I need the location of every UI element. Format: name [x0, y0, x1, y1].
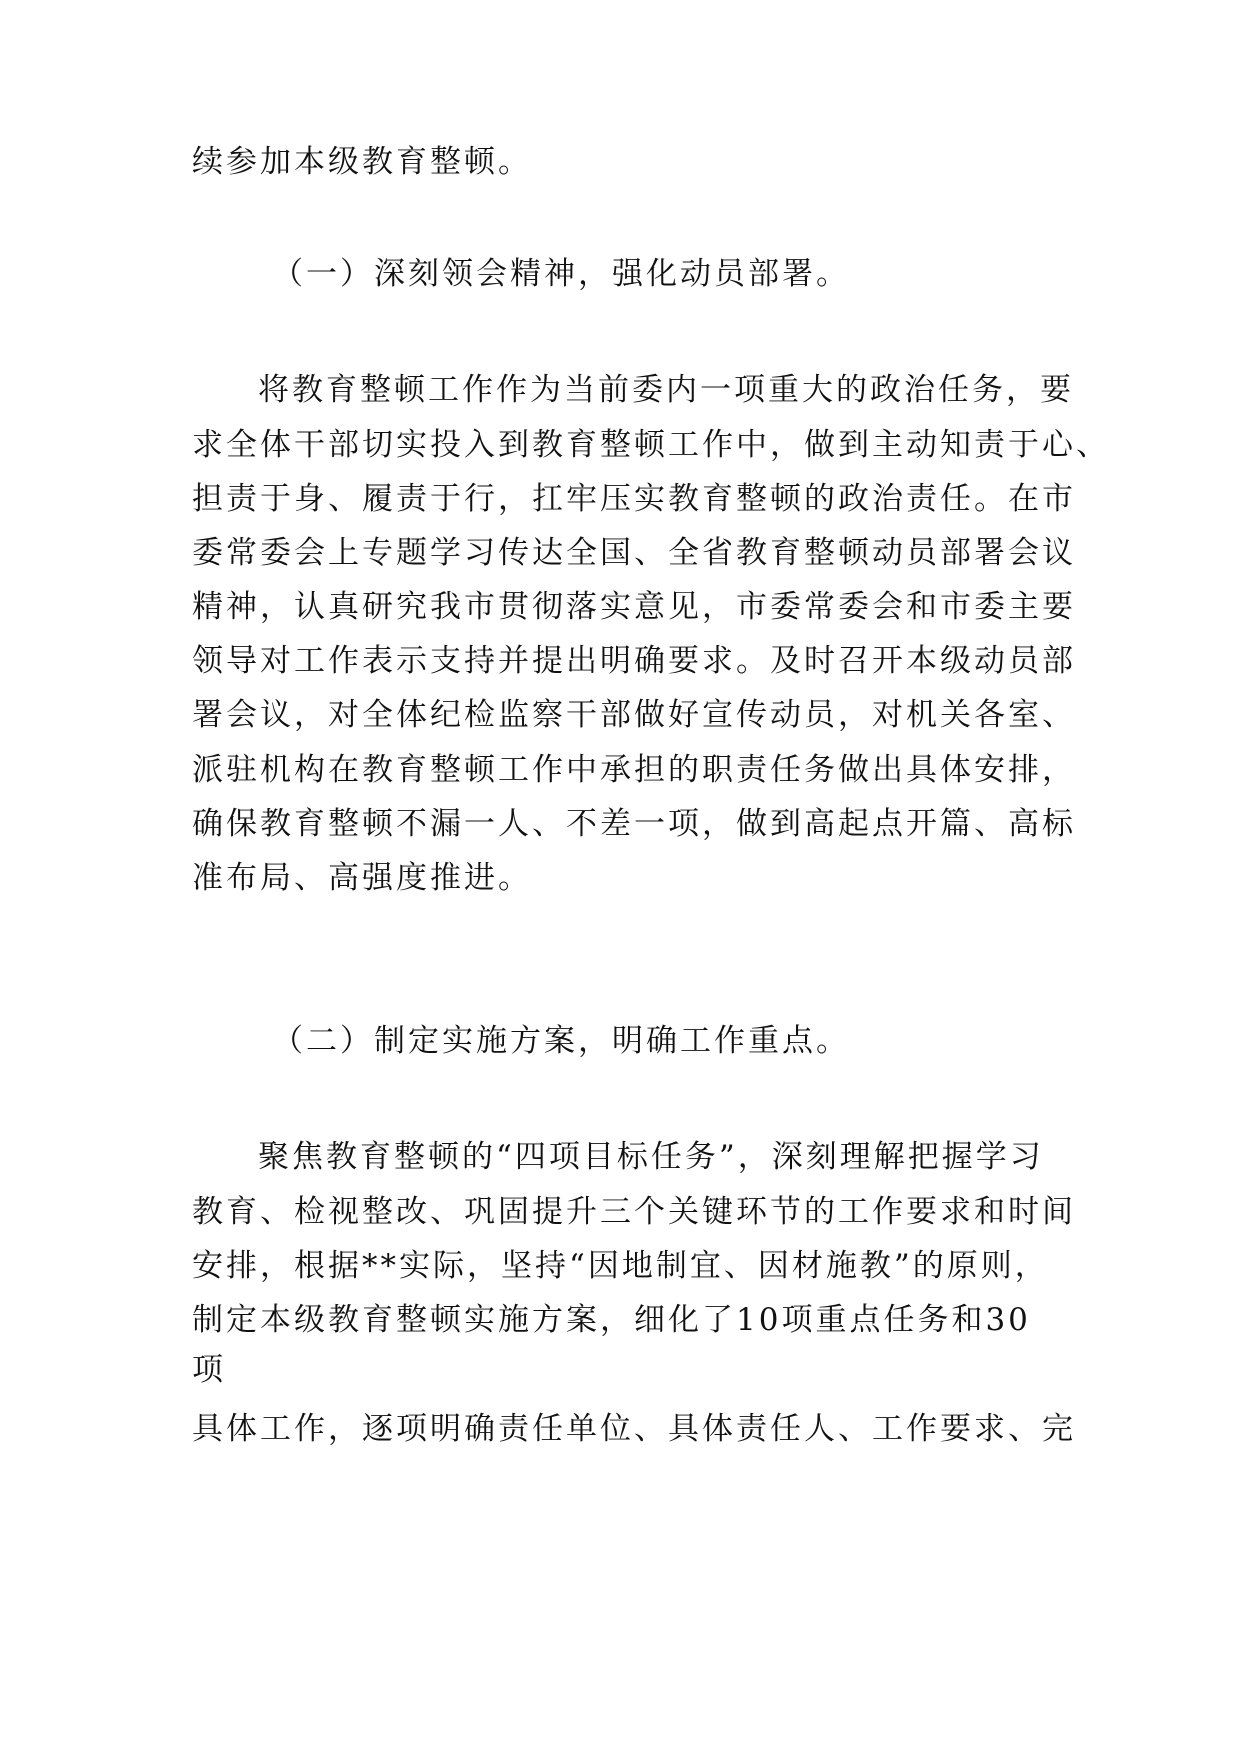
text-line: 制定本级教育整顿实施方案，细化了10项重点任务和30 [192, 1302, 1031, 1338]
text-line: 担责于身、履责于行，扛牢压实教育整顿的政治责任。在市 [192, 481, 1076, 517]
text-line: 聚焦教育整顿的“四项目标任务”，深刻理解把握学习 [258, 1139, 1044, 1175]
text-line: 准布局、高强度推进。 [192, 860, 532, 896]
section-heading-1: （一）深刻领会精神，强化动员部署。 [272, 256, 850, 292]
text-line: 项 [192, 1352, 226, 1388]
text-line: 将教育整顿工作作为当前委内一项重大的政治任务，要 [258, 372, 1074, 408]
text-line: 具体工作，逐项明确责任单位、具体责任人、工作要求、完 [192, 1411, 1076, 1447]
text-line: 派驻机构在教育整顿工作中承担的职责任务做出具体安排， [192, 752, 1076, 788]
text-line: 精神，认真研究我市贯彻落实意见，市委常委会和市委主要 [192, 589, 1076, 625]
text-line: 委常委会上专题学习传达全国、全省教育整顿动员部署会议 [192, 535, 1076, 571]
text-line: 续参加本级教育整顿。 [192, 144, 532, 180]
text-line: 确保教育整顿不漏一人、不差一项，做到高起点开篇、高标 [192, 806, 1076, 842]
text-line: 教育、检视整改、巩固提升三个关键环节的工作要求和时间 [192, 1194, 1076, 1230]
section-heading-2: （二）制定实施方案，明确工作重点。 [272, 1023, 850, 1059]
text-line: 领导对工作表示支持并提出明确要求。及时召开本级动员部 [192, 643, 1076, 679]
text-line: 求全体干部切实投入到教育整顿工作中，做到主动知责于心、 [192, 427, 1110, 463]
text-line: 署会议，对全体纪检监察干部做好宣传动员，对机关各室、 [192, 697, 1076, 733]
text-line: 安排，根据**实际，坚持“因地制宜、因材施教”的原则， [192, 1248, 1049, 1284]
